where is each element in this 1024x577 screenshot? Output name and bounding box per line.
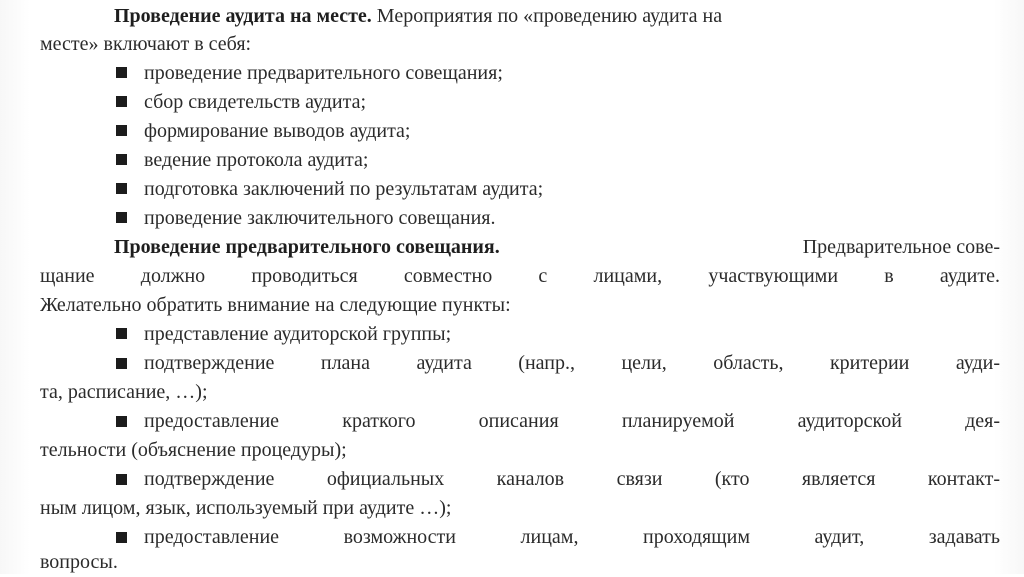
section1-intro-line1: Мероприятия по «проведению аудита на (371, 5, 723, 27)
list-item-text: предоставление краткого описания планируемой аудиторской дея- (144, 410, 1000, 432)
list-item (116, 407, 1000, 436)
list-item-text: проведение заключительного совещания. (144, 207, 496, 229)
list-item-continuation: ным лицом, язык, используемый при аудите …); (40, 497, 452, 519)
list-item-text: ведение протокола аудита; (144, 149, 369, 171)
list-item-continuation: тельности (объяснение процедуры); (40, 439, 347, 461)
square-bullet-icon (116, 125, 127, 136)
section1-first-line (114, 2, 1000, 31)
list-item-text: предоставление возможности лицам, проходящим аудит, задавать (144, 526, 1000, 548)
list-item-continuation: вопросы. (40, 551, 118, 573)
list-item-text: формирование выводов аудита; (144, 120, 411, 142)
list-item (116, 204, 495, 233)
list-item-text: подтверждение плана аудита (напр., цели, область, критерии ауди- (144, 352, 1000, 374)
list-item-text: подготовка заключений по результатам аудита; (144, 178, 544, 200)
section2-first-line (114, 233, 1000, 262)
document-body (40, 0, 1000, 574)
list-item (116, 146, 368, 175)
square-bullet-icon (116, 532, 127, 543)
square-bullet-icon (116, 328, 127, 339)
section2-intro-line2-text: щание должно проводиться совместно с лицами, участвующими в аудите. (40, 265, 1000, 287)
square-bullet-icon (116, 67, 127, 78)
section2-intro-line1: Предварительное сове- (802, 236, 1000, 258)
section2-heading: Проведение предварительного совещания. (114, 236, 500, 258)
list-item-continuation: та, расписание, …); (40, 381, 208, 403)
section2-intro-line3: Желательно обратить внимание на следующие пункты: (40, 294, 511, 316)
list-item-text: подтверждение официальных каналов связи (кто является контакт- (144, 468, 1000, 490)
square-bullet-icon (116, 474, 127, 485)
list-item-text: сбор свидетельств аудита; (144, 91, 367, 113)
list-item-text: представление аудиторской группы; (144, 323, 452, 345)
list-item (116, 117, 410, 146)
list-item (116, 523, 1000, 552)
page-edge-left (0, 0, 30, 574)
list-item (116, 320, 451, 349)
section1-intro-line2: месте» включают в себя: (40, 33, 252, 55)
section1-heading: Проведение аудита на месте. (114, 5, 372, 27)
list-item (116, 88, 366, 117)
list-item (116, 465, 1000, 494)
square-bullet-icon (116, 154, 127, 165)
square-bullet-icon (116, 183, 127, 194)
section2-intro-line2 (40, 262, 1000, 291)
square-bullet-icon (116, 416, 127, 427)
square-bullet-icon (116, 358, 127, 369)
list-item (116, 59, 503, 88)
square-bullet-icon (116, 212, 127, 223)
list-item (116, 175, 543, 204)
list-item (116, 349, 1000, 378)
list-item-text: проведение предварительного совещания; (144, 62, 503, 84)
square-bullet-icon (116, 96, 127, 107)
